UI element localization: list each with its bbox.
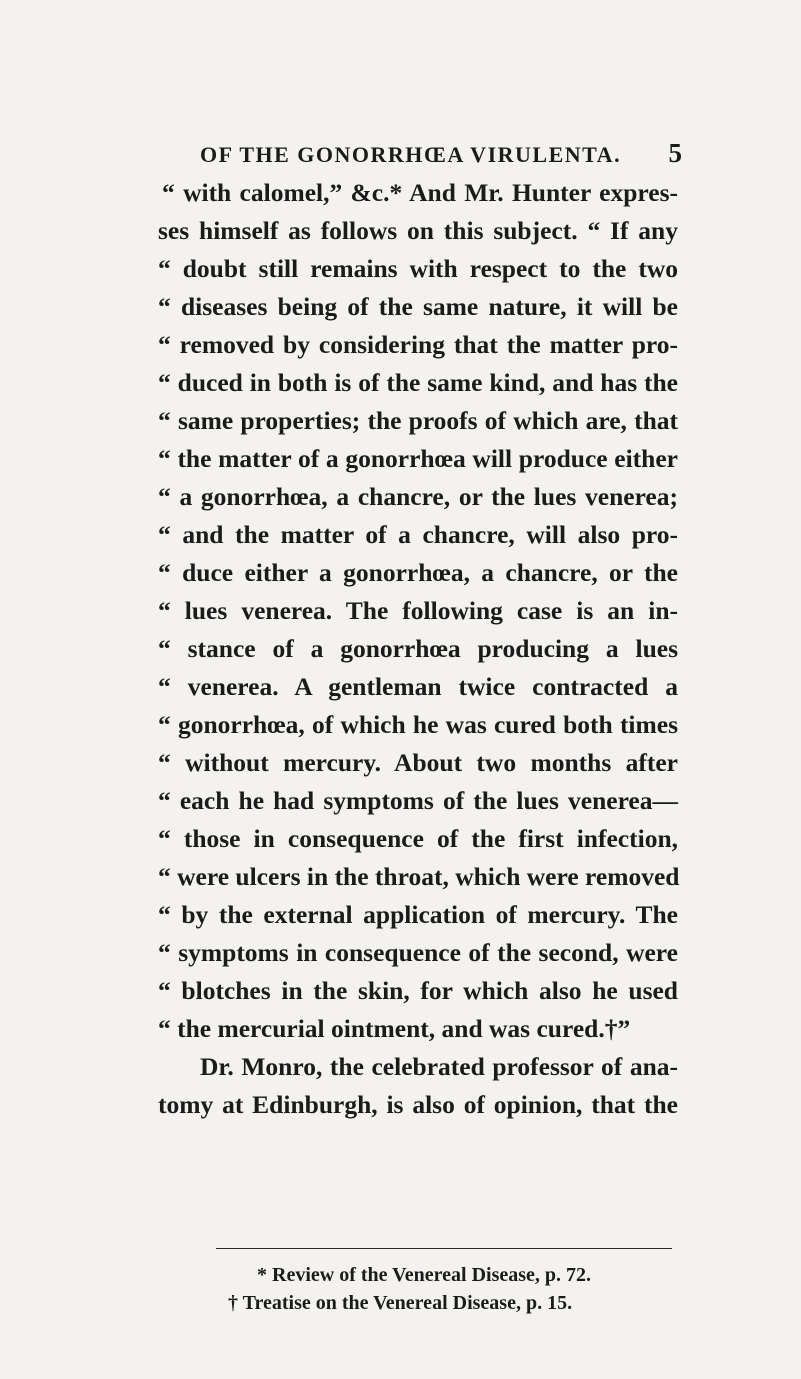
running-title: OF THE GONORRHŒA VIRULENTA.: [200, 142, 622, 167]
text-line: tomy at Edinburgh, is also of opinion, that the: [158, 1090, 678, 1119]
text-line: “ were ulcers in the throat, which were removed: [158, 862, 680, 891]
text-line: “ symptoms in consequence of the second, were: [158, 938, 678, 967]
text-line: “ same properties; the proofs of which are, that: [158, 406, 678, 435]
text-line: “ duced in both is of the same kind, and has the: [158, 368, 678, 397]
text-line: “ lues venerea. The following case is an in-: [158, 596, 678, 625]
text-line: “ duce either a gonorrhœa, a chancre, or the: [158, 558, 678, 587]
text-line: “ those in consequence of the first infection,: [158, 824, 678, 853]
footnote: * Review of the Venereal Disease, p. 72.: [257, 1264, 592, 1286]
text-line: “ stance of a gonorrhœa producing a lues: [158, 634, 678, 663]
text-line: “ a gonorrhœa, a chancre, or the lues venerea;: [158, 482, 678, 511]
text-line: “ diseases being of the same nature, it will be: [158, 292, 678, 321]
text-line: “ and the matter of a chancre, will also pro-: [158, 520, 678, 549]
text-line: “ doubt still remains with respect to the two: [158, 254, 678, 283]
footnote-rule: [216, 1248, 672, 1249]
text-line: “ the mercurial ointment, and was cured.†”: [158, 1014, 631, 1043]
text-line: “ venerea. A gentleman twice contracted a: [158, 672, 678, 701]
text-line: “ the matter of a gonorrhœa will produce either: [158, 444, 678, 473]
text-line: Dr. Monro, the celebrated professor of ana-: [200, 1052, 678, 1081]
text-line: “ blotches in the skin, for which also he used: [158, 976, 678, 1005]
text-line: “ with calomel,” &c.* And Mr. Hunter expres-: [162, 178, 678, 207]
text-line: “ without mercury. About two months after: [158, 748, 678, 777]
text-line: “ by the external application of mercury. The: [158, 900, 678, 929]
page-number: 5: [668, 138, 682, 168]
text-line: “ gonorrhœa, of which he was cured both times: [158, 710, 678, 739]
text-line: “ each he had symptoms of the lues venerea—: [158, 786, 678, 815]
text-line: “ removed by considering that the matter pro-: [158, 330, 678, 359]
text-line: ses himself as follows on this subject. “ If any: [158, 216, 678, 245]
footnote: † Treatise on the Venereal Disease, p. 15.: [228, 1292, 573, 1314]
running-head: [200, 138, 682, 172]
